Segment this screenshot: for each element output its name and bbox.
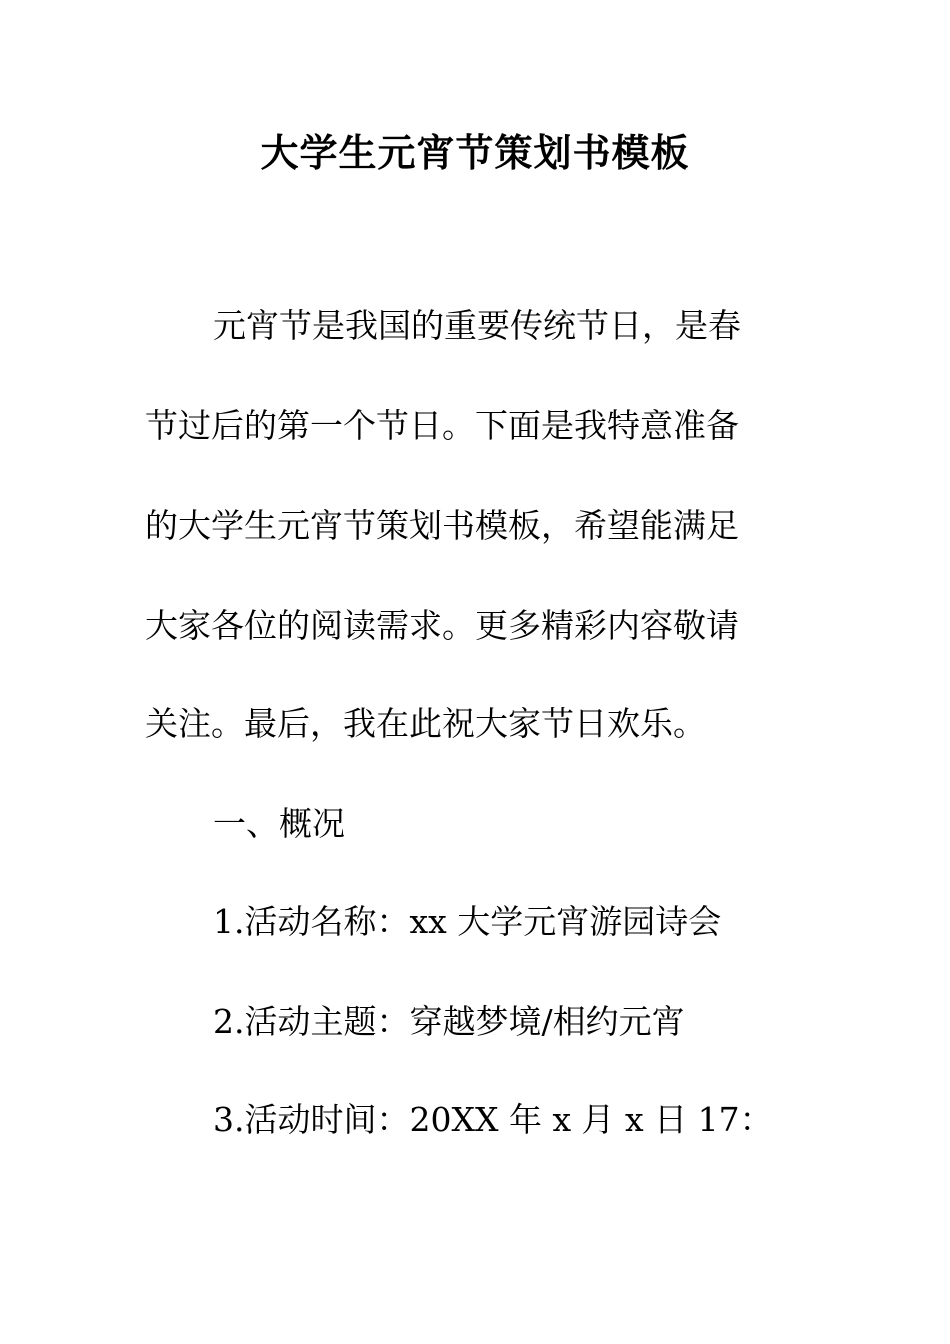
intro-line-5: 关注。最后，我在此祝大家节日欢乐。: [145, 704, 706, 743]
list-item-activity-time: 3.活动时间：20XX 年 x 月 x 日 17：: [213, 1100, 773, 1139]
intro-line-4: 大家各位的阅读需求。更多精彩内容敬请: [145, 606, 739, 645]
list-item-activity-theme: 2.活动主题：穿越梦境/相约元宵: [213, 1002, 685, 1041]
intro-line-3: 的大学生元宵节策划书模板，希望能满足: [145, 506, 739, 545]
list-item-activity-name: 1.活动名称：xx 大学元宵游园诗会: [213, 902, 722, 941]
section-heading: 一、概况: [213, 804, 345, 843]
intro-line-2: 节过后的第一个节日。下面是我特意准备: [145, 406, 739, 445]
intro-line-1: 元宵节是我国的重要传统节日，是春: [213, 306, 741, 345]
document-title: 大学生元宵节策划书模板: [260, 130, 690, 175]
